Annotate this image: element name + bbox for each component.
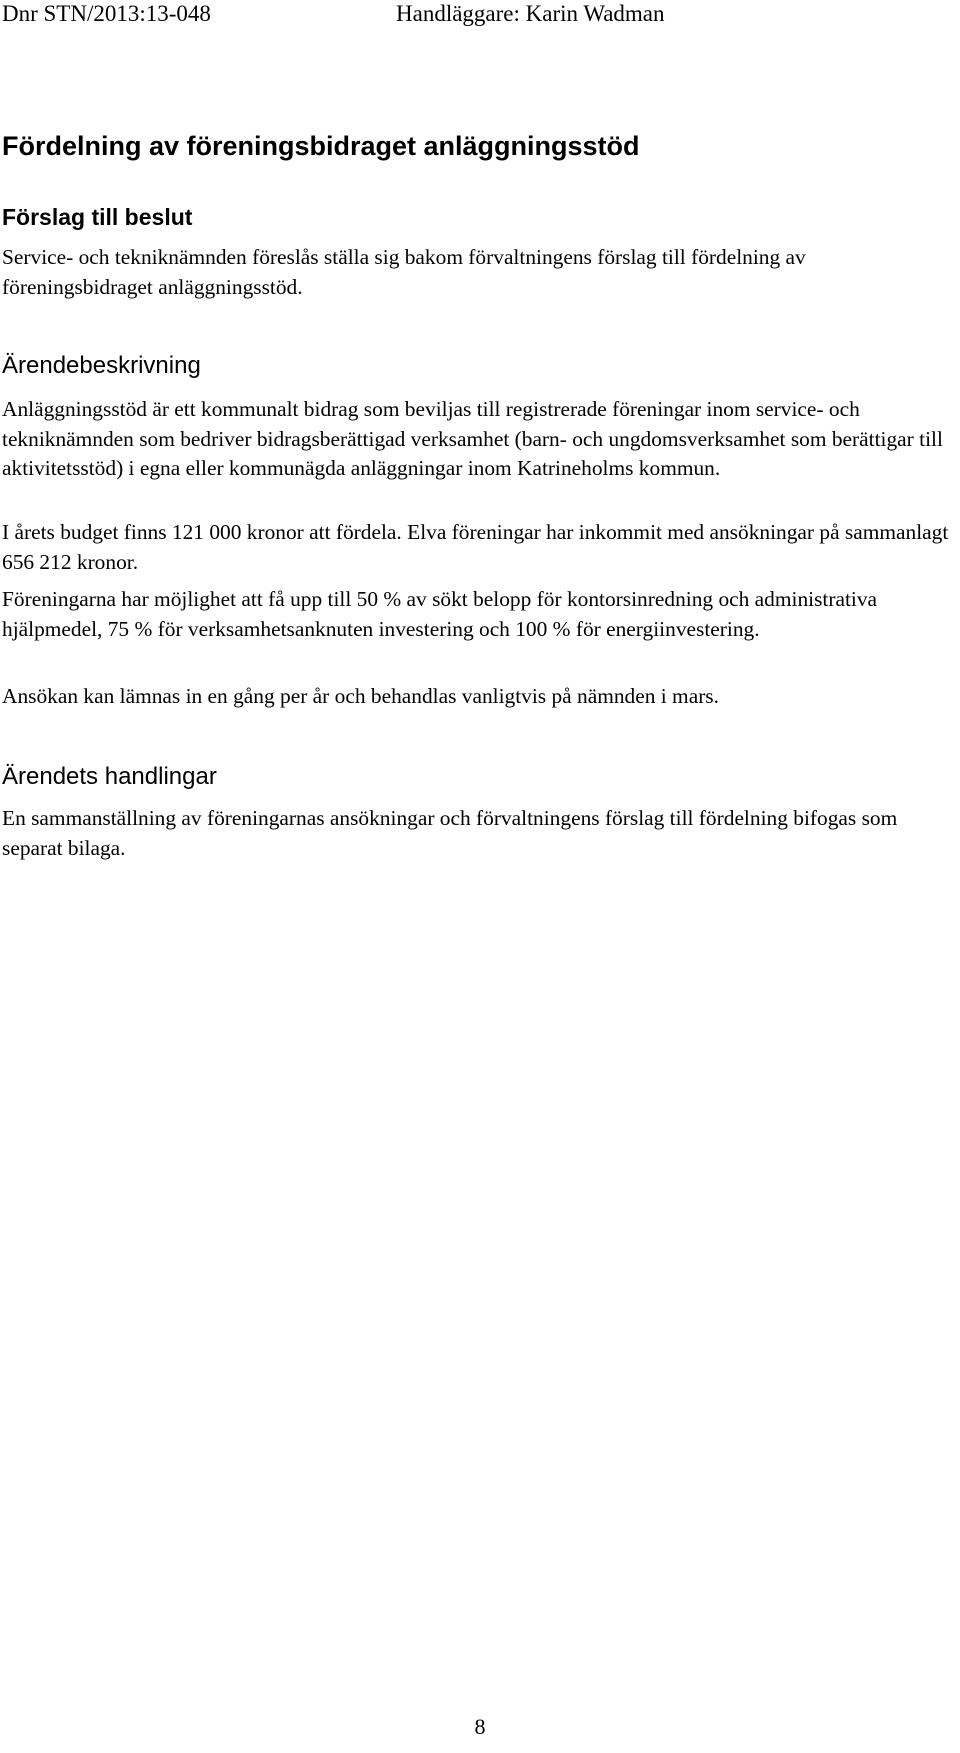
arendebeskrivning-paragraph-2: I årets budget finns 121 000 kronor att fördela. Elva föreningar har inkommit med ansökningar på sammanlagt 656 212 kronor. (2, 520, 949, 574)
arendebeskrivning-heading: Ärendebeskrivning (2, 352, 201, 379)
forslag-text: Service- och tekniknämnden föreslås ställa sig bakom förvaltningens förslag till fördelning av föreningsbidraget anläggningsstöd. (2, 245, 806, 299)
page-number: 8 (474, 1714, 486, 1739)
handlingar-heading: Ärendets handlingar (2, 763, 217, 790)
dnr-label: Dnr STN/2013:13-048 (2, 1, 211, 26)
arendebeskrivning-paragraph-4: Ansökan kan lämnas in en gång per år och behandlas vanligtvis på nämnden i mars. (2, 684, 719, 708)
handlaggare-label: Handläggare: Karin Wadman (396, 1, 665, 26)
arendebeskrivning-paragraph-3: Föreningarna har möjlighet att få upp till 50 % av sökt belopp för kontorsinredning och administrativa hjälpmedel, 75 % för verksamhetsanknuten investering och 100 % för energiinvestering. (2, 587, 878, 641)
page-header (0, 0, 960, 30)
handlingar-text: En sammanställning av föreningarnas ansökningar och förvaltningens förslag till fördelning bifogas som separat bilaga. (2, 806, 898, 860)
arendebeskrivning-paragraph-1: Anläggningsstöd är ett kommunalt bidrag som beviljas till registrerade föreningar inom service- och tekniknämnden som bedriver bidragsberättigad verksamhet (barn- och ungdomsverksamhet som berättigar till aktivitetsstöd) i egna eller kommunägda anläggningar inom Katrineholms kommun. (2, 397, 943, 480)
document-title: Fördelning av föreningsbidraget anläggningsstöd (2, 131, 640, 161)
forslag-heading: Förslag till beslut (2, 204, 193, 230)
